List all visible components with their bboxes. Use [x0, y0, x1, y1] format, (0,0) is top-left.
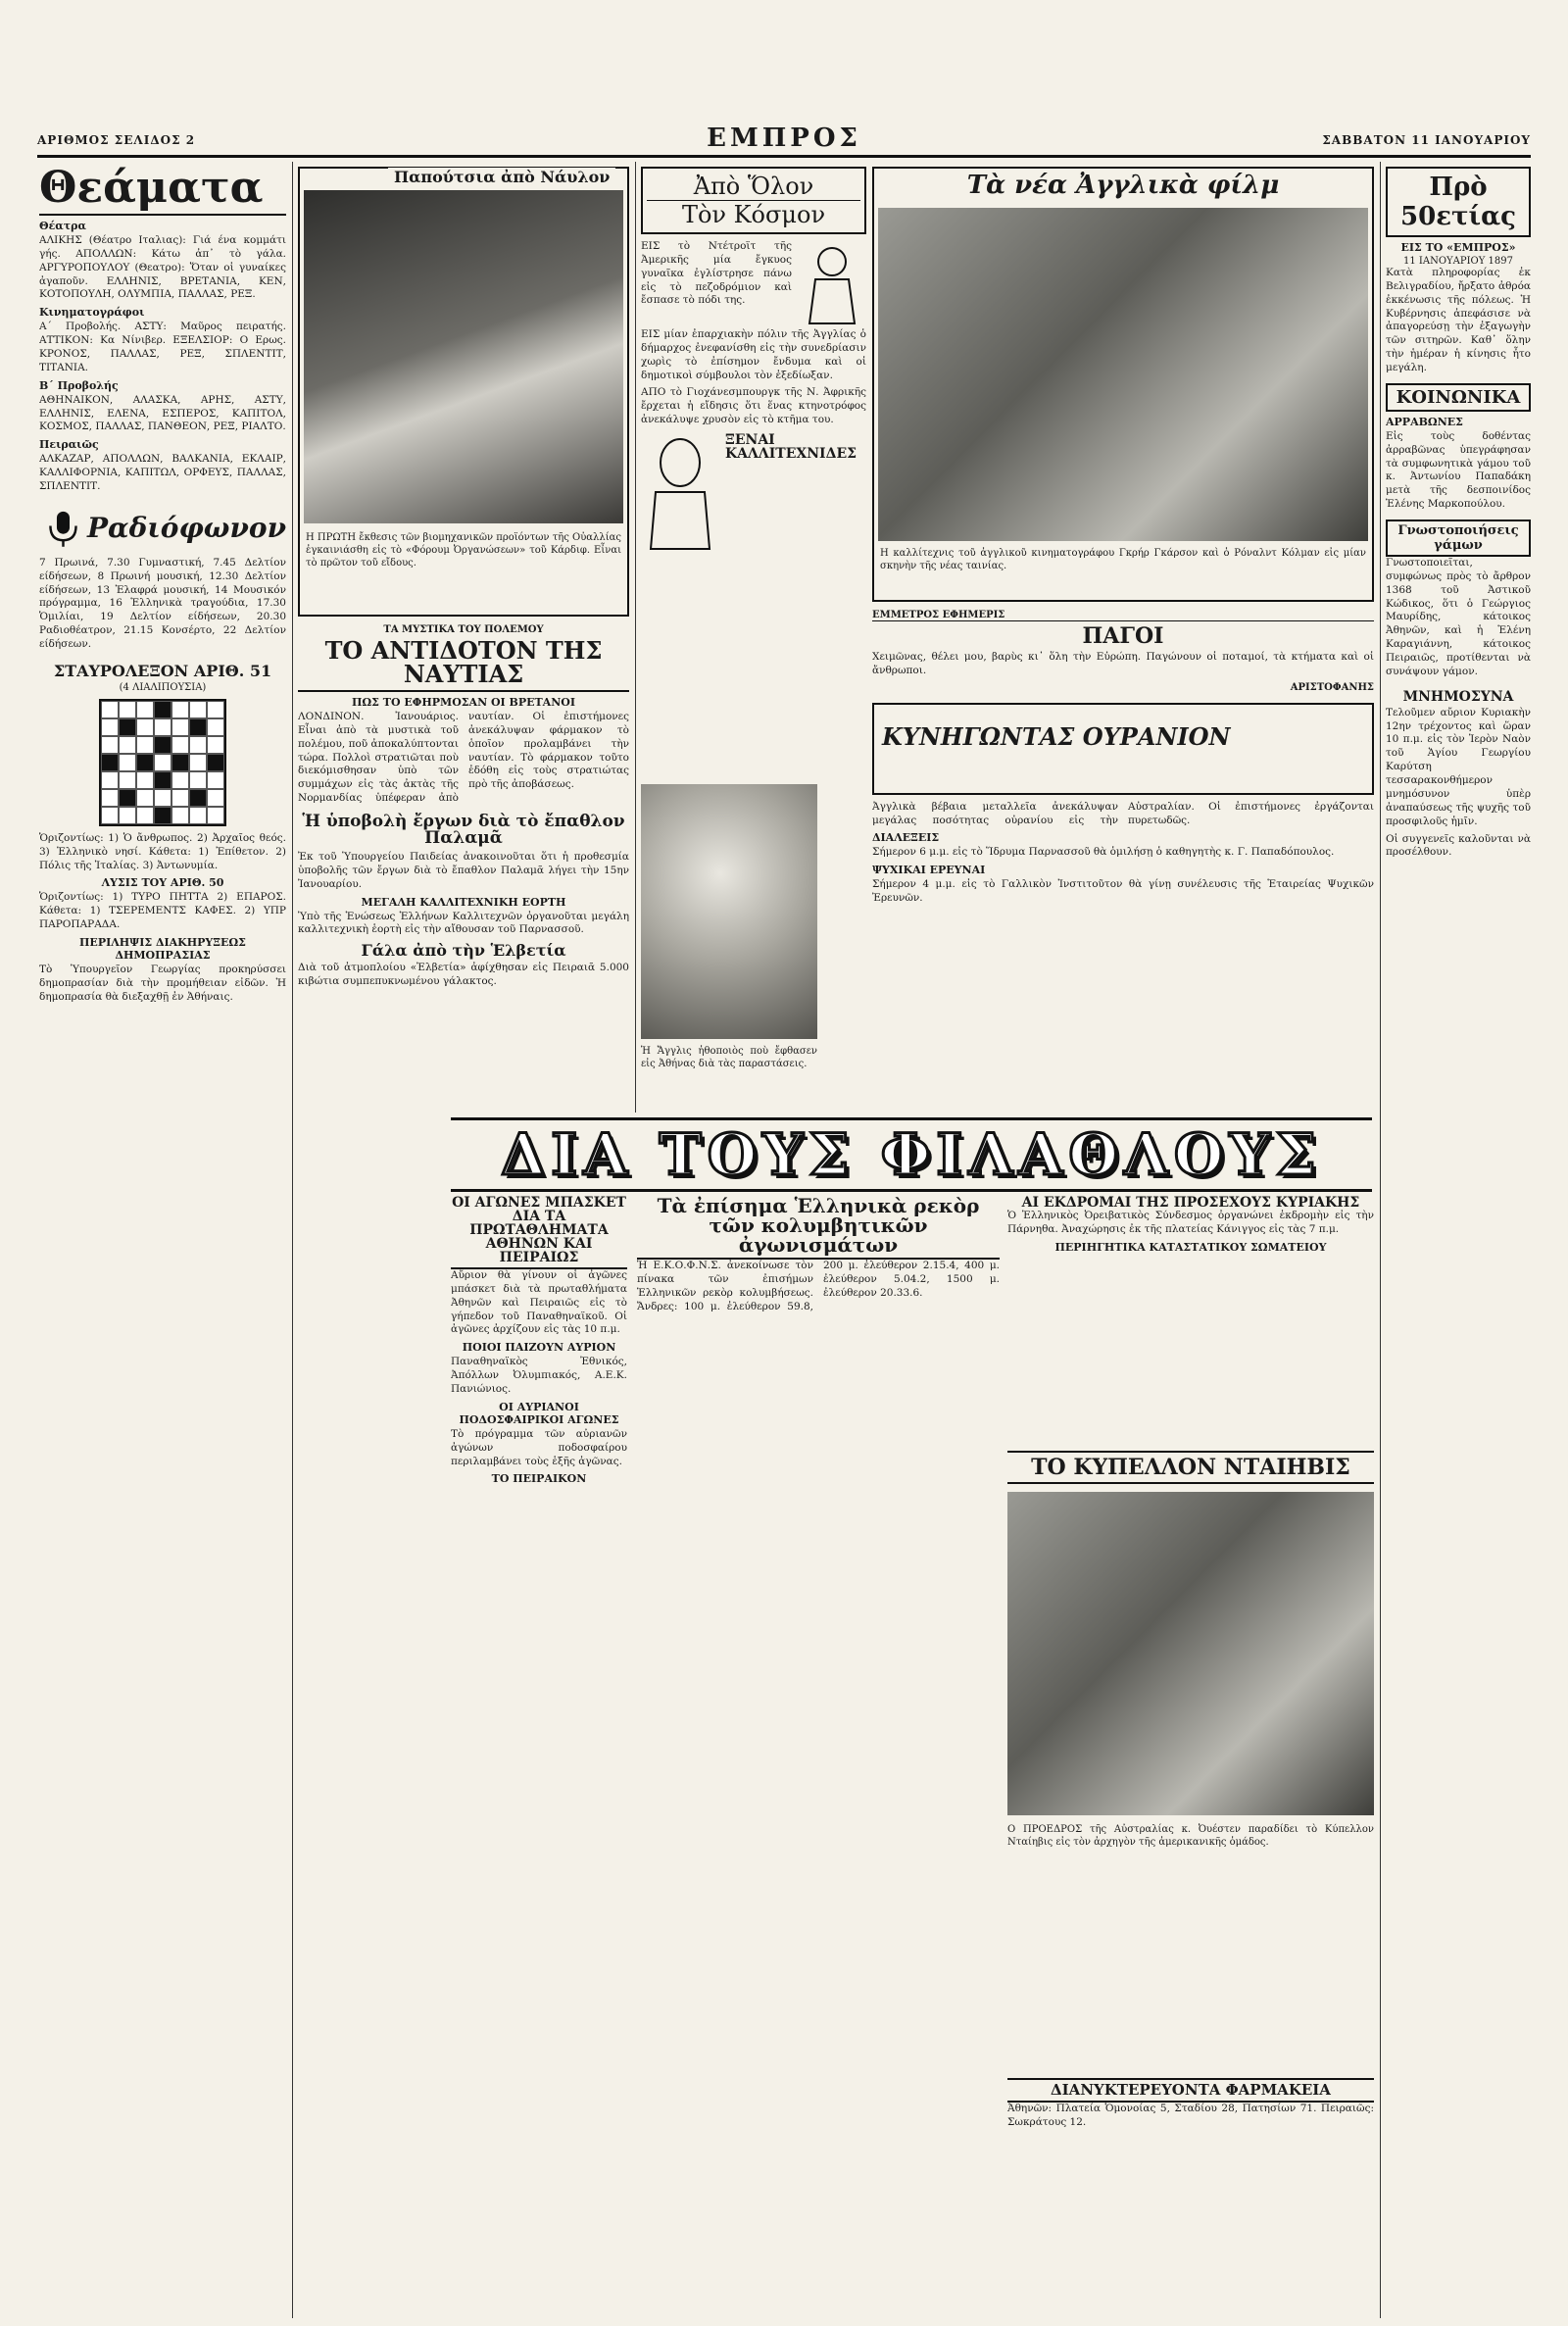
column-rule [1380, 162, 1381, 2318]
excursions-headline: ΑΙ ΕΚΔΡΟΜΑΙ ΤΗΣ ΠΡΟΣΕΧΟΥΣ ΚΥΡΙΑΚΗΣ [1021, 1196, 1360, 1211]
newspaper-title: ΕΜΠΡΟΣ [707, 124, 861, 153]
excursions-sub: ΠΕΡΙΗΓΗΤΙΚΑ ΚΑΤΑΣΤΑΤΙΚΟΥ ΣΩΜΑΤΕΙΟΥ [1054, 1240, 1327, 1254]
cartoon-box [872, 703, 1374, 795]
crossword-grid [99, 699, 226, 826]
memorial-text-2: Οἱ συγγενεῖς καλοῦνται νὰ προσέλθουν. [1386, 832, 1531, 859]
engagements-heading: ΑΡΡΑΒΩΝΕΣ [1386, 415, 1463, 428]
basketball-text: Αὔριον θὰ γίνουν οἱ ἀγῶνες μπάσκετ διὰ τὰ πρωταθλήματα Ἀθηνῶν καὶ Πειραιῶς εἰς τὸ γήπεδον τοῦ Παναθηναϊκοῦ. Οἱ ἀγῶνες ἀρχίζουν εἰς τὰς 10 π.μ. [451, 1269, 627, 1336]
theatre-listings: ΑΛΙΚΗΣ (Θέατρο Ιταλιας): Γιά ένα κομμάτι γής. ΑΠΟΛΛΩΝ: Κάτω ἀπ᾽ τὸ γάλα. ΑΡΓΥΡΟΠΟΥΛΟΥ (Θεατρο): Ὅταν οἱ γυναίκες ἀγαποῦν. ΕΛΛΗΝΙΣ, ΒΡΕΤΑΝΙΑ, ΚΕΝ, ΚΟΤΟΠΟΥΛΗ, ΟΛΥΜΠΙΑ, ΠΑΛΛΑΣ, ΡΕΞ. [39, 234, 286, 301]
anniversary-subtitle: ΕΙΣ ΤΟ «ΕΜΠΡΟΣ» [1400, 241, 1516, 254]
sports-col-1 [451, 1196, 627, 2313]
basketball-sub: ΠΟΙΟΙ ΠΑΙΖΟΥΝ ΑΥΡΙΟΝ [462, 1341, 616, 1355]
war-article: ΛΟΝΔΙΝΟΝ. Ἰανουάριος. Εἶναι ἀπὸ τὰ μυστικὰ τοῦ πολέμου, ποῦ ἀποκαλύπτονται τώρα. Πολλοὶ στρατιῶται ποὺ διεκόμισθησαν ὑπὸ τῶν συμμάχων εἰς τὰς ἀκτὰς τῆς Νορμανδίας ὑπέφεραν ἀπὸ ναυτίαν. Οἱ ἐπιστήμονες ἀνεκάλυψαν φάρμακον τὸ ὁποῖον προλαμβάνει τὴν ναυτίαν. Τὸ φάρμακον τοῦτο ἐδόθη εἰς τοὺς στρατιώτας πρὸ τῆς ἀποβάσεως. [298, 711, 629, 805]
film-caption: Η καλλίτεχνις τοῦ ἀγγλικοῦ κινηματογράφου Γκρήρ Γκάρσον καὶ ὁ Ρόναλντ Κόλμαν εἰς μίαν σκηνὴν τῆς νέας ταινίας. [880, 548, 1366, 571]
art-article: Ἐκ τοῦ Ὑπουργείου Παιδείας ἀνακοινοῦται ὅτι ἡ προθεσμία ὑποβολῆς τῶν ἔργων διὰ τὸ ἔπαθλον Παλαμᾶ λήγει τὴν 15ην Ἰανουαρίου. [298, 851, 629, 890]
piraeus-listings: ΑΛΚΑΖΑΡ, ΑΠΟΛΛΩΝ, ΒΑΛΚΑΝΙΑ, ΕΚΛΑΙΡ, ΚΑΛΛΙΦΟΡΝΙΑ, ΚΑΠΙΤΩΛ, ΟΡΦΕΥΣ, ΠΑΛΛΑΣ, ΣΠΛΕΝΤΙΤ. [39, 453, 286, 493]
research-text: Σήμερον 4 μ.μ. εἰς τὸ Γαλλικὸν Ἰνστιτοῦτον θὰ γίνῃ συνέλευσις τῆς Ἑταιρείας Ψυχικῶν Ἐρευνῶν. [872, 878, 1374, 905]
side-title: ΞΕΝΑΙ ΚΑΛΛΙΤΕΧΝΙΔΕΣ [725, 432, 858, 463]
cinema-b-listings: ΑΘΗΝΑΙΚΟΝ, ΑΛΑΣΚΑ, ΑΡΗΣ, ΑΣΤΥ, ΕΛΛΗΝΙΣ, ΕΛΕΝΑ, ΕΣΠΕΡΟΣ, ΚΑΠΙΤΟΛ, ΚΟΣΜΟΣ, ΠΑΛΛΑΣ, ΠΑΝΘΕΟΝ, ΡΕΞ, ΡΙΑΛΤΟ. [39, 393, 286, 433]
davis-cup-caption: Ο ΠΡΟΕΔΡΟΣ τῆς Αὐστραλίας κ. Ὀυέστεν παραδίδει τὸ Κύπελλον Νταίηβις εἰς τὸν ἀρχηγὸν τῆς ἀμερικανικῆς ὁμάδος. [1007, 1824, 1374, 1848]
world-title-b: Τὸν Κόσμον [647, 200, 860, 228]
basketball-text-2: Παναθηναϊκὸς Ἐθνικός, Ἀπόλλων Ὀλυμπιακός, Α.Ε.Κ. Πανιώνιος. [451, 1356, 627, 1396]
theatre-heading: Θέατρα [39, 220, 86, 232]
photo-box [298, 167, 629, 617]
anniversary-title: Πρὸ 50ετίας [1386, 167, 1531, 237]
crossword-title: ΣΤΑΥΡΟΛΕΞΟΝ ΑΡΙΘ. 51 [53, 661, 272, 680]
feast-headline: ΜΕΓΑΛΗ ΚΑΛΛΙΤΕΧΝΙΚΗ ΕΟΡΤΗ [361, 895, 566, 909]
social-title: ΚΟΙΝΩΝΙΚΑ [1386, 383, 1531, 412]
section-title: Θεάματα [39, 167, 286, 216]
engagements-text: Εἰς τοὺς δοθέντας ἀρραβῶνας ὑπεγράφησαν τὰ συμφωνητικὰ γάμου τοῦ κ. Ἀντωνίου Παπαδάκη μετὰ τῆς δεσποινίδος Ἑλένης Μαρκοπούλου. [1386, 429, 1531, 511]
swimming-text: Ἡ Ε.Κ.Ο.Φ.Ν.Σ. ἀνεκοίνωσε τὸν πίνακα τῶν ἐπισήμων Ἑλληνικῶν ρεκὸρ κολυμβήσεως. Ἄνδρες: 100 μ. ἐλεύθερον 59.8, 200 μ. ἐλεύθερον 2.15.4, 400 μ. ἐλεύθερον 5.04.2, 1500 μ. ἐλεύθερον 20.33.6. [637, 1260, 1000, 1312]
radio-schedule: 7 Πρωινά, 7.30 Γυμναστική, 7.45 Δελτίον είδήσεων, 8 Πρωινή μουσική, 12.30 Δελτίον είδήσεων, 13 Ἐλαφρά μουσική, 14 Μουσικόν πρόγραμμα, 16 Ἑλληνικὰ τραγούδια, 17.30 Ὁμιλίαι, 19 Δελτίον είδήσεων, 20.30 Ραδιοθέατρον, 21.15 Κονσέρτο, 22 Δελτίον είδήσεων. [39, 556, 286, 651]
column-entertainment [39, 167, 286, 2313]
artist-photo [641, 784, 817, 1039]
crossword-subtitle: (4 ΛΙΑΛΙΠΟΥΣΙΑ) [119, 681, 207, 693]
anniversary-text: Κατὰ πληροφορίας ἐκ Βελιγραδίου, ἤρξατο ἀθρόα ἐκκένωσις τῆς πόλεως. Ἡ Κυβέρνησις ἀπεφάσισε νὰ ἀπαγορεύσῃ τὴν ἐξαγωγὴν τῶν σιτηρῶν. Καθ᾽ ὅλην τὴν ἡμέραν ἡ κίνησις ἦτο μεγάλη. [1386, 267, 1531, 374]
cartoon-figure-icon [798, 240, 866, 328]
radio-title: Ραδιόφωνον [86, 512, 286, 545]
film-still-photo [878, 208, 1368, 541]
pharmacy-headline: ΔΙΑΝΥΚΤΕΡΕΥΟΝΤΑ ΦΑΡΜΑΚΕΙΑ [1007, 2078, 1374, 2103]
satire-signature: ΑΡΙΣΤΟΦΑΝΗΣ [1290, 681, 1374, 693]
piraeus-heading: Πειραιῶς [39, 438, 99, 452]
memorial-title: ΜΝΗΜΟΣΥΝΑ [1402, 688, 1514, 705]
solution-text: Ὁριζοντίως: 1) ΤΥΡΟ ΠΗΤΤΑ 2) ΕΠΑΡΟΣ. Κάθετα: 1) ΤΣΕΡΕΜΕΝΤΣ ΚΑΦΕΣ. 2) ΥΠΡ ΠΑΡΟΠΑΡΑΔΑ. [39, 891, 286, 931]
radio-header [39, 504, 286, 553]
davis-cup-photo [1007, 1492, 1374, 1815]
satire-title: ΠΑΓΟΙ [1082, 623, 1164, 649]
film-photo-box [872, 167, 1374, 602]
microphone-icon [39, 504, 87, 553]
football-text: Τὸ πρόγραμμα τῶν αὐριανῶν ἀγώνων ποδοσφαίρου περιλαμβάνει τοὺς ἑξῆς ἀγῶνας. [451, 1427, 627, 1467]
solution-title: ΛΥΣΙΣ ΤΟΥ ΑΡΙΘ. 50 [101, 876, 224, 890]
world-title-box [641, 167, 866, 234]
cinema-listings: Α΄ Προβολής. ΑΣΤΥ: Μαῦρος πειρατής. ΑΤΤΙΚΟΝ: Κα Νίνιβερ. ΕΞΕΛΣΙΟΡ: Ο Ερως. ΚΡΟΝΟΣ, ΠΑΛΛΑΣ, ΡΕΞ, ΣΠΛΕΝΤΙΤ, ΤΙΤΑΝΙΑ. [39, 321, 286, 373]
world-item-3: ΑΠΟ τὸ Γιοχάνεσμπουργκ τῆς Ν. Ἀφρικῆς ἔρχεται ἡ εἴδησις ὅτι ἕνας κτηνοτρόφος ἀνεκάλυψε χρυσὸν εἰς τὸ κτῆμα του. [641, 386, 866, 426]
nylon-shoes-photo [304, 190, 623, 523]
film-title: Τὰ νέα Ἀγγλικὰ φίλμ [966, 171, 1280, 200]
war-kicker: ΤΑ ΜΥΣΤΙΚΑ ΤΟΥ ΠΟΛΕΜΟΥ [383, 624, 544, 635]
marriage-text: Γνωστοποιεῖται, συμφώνως πρὸς τὸ ἄρθρον 1368 τοῦ Ἀστικοῦ Κώδικος, ὅτι ὁ Γεώργιος Μαυρίδης, κάτοικος Ἀθηνῶν, καὶ ἡ Ἑλένη Καραγιάννη, κάτοικος Πειραιῶς, προτίθενται νὰ συνάψουν γάμον. [1386, 557, 1531, 677]
cinema-heading: Κινηματογράφοι [39, 306, 145, 320]
swimming-headline: Τὰ ἐπίσημα Ἑλληνικὰ ρεκὸρ τῶν κολυμβητικῶν ἀγωνισμάτων [637, 1196, 1000, 1260]
feast-article: Ὑπὸ τῆς Ἑνώσεως Ἑλλήνων Καλλιτεχνῶν ὀργανοῦται μεγάλη καλλιτεχνικὴ ἑορτὴ εἰς τὴν αἴθουσαν τοῦ Παρνασσοῦ. [298, 910, 629, 936]
lecture-heading: ΔΙΑΛΕΞΕΙΣ [872, 831, 940, 845]
auction-text: Τὸ Ὑπουργεῖον Γεωργίας προκηρύσσει δημοπρασίαν διὰ τὴν προμήθειαν εἰδῶν. Ἡ δημοπρασία θὰ διεξαχθῇ ἐν Ἀθήναις. [39, 964, 286, 1003]
man-caricature-icon [641, 433, 719, 551]
sports-banner-text: ΔΙΑ ΤΟΥΣ ΦΙΛΑΘΛΟΥΣ [501, 1121, 1322, 1188]
memorial-text: Τελοῦμεν αὔριον Κυριακὴν 12ην τρέχοντος καὶ ὥραν 10 π.μ. εἰς τὸν Ἱερὸν Ναὸν τοῦ Ἁγίου Γεωργίου Καρύτση τεσσαρακονθήμερον μνημόσυνον ὑπὲρ ἀναπαύσεως τῆς ψυχῆς τοῦ προσφιλοῦς ἡμῖν. [1386, 706, 1531, 827]
photo-title: Παπούτσια ἀπὸ Νάυλον [388, 168, 615, 186]
football-sub: ΟΙ ΑΥΡΙΑΝΟΙ ΠΟΔΟΣΦΑΙΡΙΚΟΙ ΑΓΩΝΕΣ [459, 1400, 619, 1426]
auction-title: ΠΕΡΙΛΗΨΙΣ ΔΙΑΚΗΡΥΞΕΩΣ ΔΗΜΟΠΡΑΣΙΑΣ [79, 936, 246, 963]
piraeus-sub: ΤΟ ΠΕΙΡΑΙΚΟΝ [491, 1472, 587, 1486]
page-number: ΑΡΙΘΜΟΣ ΣΕΛΙΔΟΣ 2 [37, 133, 196, 147]
masthead [37, 116, 1531, 158]
research-heading: ΨΥΧΙΚΑΙ ΕΡΕΥΝΑΙ [872, 864, 986, 877]
world-title-a: Ἀπὸ Ὅλον [693, 173, 814, 200]
marriage-title: Γνωστοποιήσεις γάμων [1386, 520, 1531, 557]
artist-block [641, 784, 817, 1117]
pharmacy-block [1007, 2078, 1374, 2313]
sports-col-2 [637, 1196, 1000, 2313]
war-subheadline: ΠΩΣ ΤΟ ΕΦΗΡΜΟΣΑΝ ΟΙ ΒΡΕΤΑΝΟΙ [352, 696, 575, 709]
cartoon-title: ΚΥΝΗΓΩΝΤΑΣ ΟΥΡΑΝΙΟΝ [882, 721, 1231, 751]
basketball-headline: ΟΙ ΑΓΩΝΕΣ ΜΠΑΣΚΕΤ ΔΙΑ ΤΑ ΠΡΩΤΑΘΛΗΜΑΤΑ ΑΘΗΝΩΝ ΚΑΙ ΠΕΙΡΑΙΩΣ [451, 1196, 627, 1269]
cartoon-text: Ἀγγλικὰ βέβαια μεταλλεῖα ἀνεκάλυψαν μεγάλας ποσότητας οὐρανίου εἰς τὴν Αὐστραλίαν. Οἱ ἐπιστήμονες ἐργάζονται πυρετωδῶς. [872, 800, 1374, 826]
milk-headline: Γάλα ἀπὸ τὴν Ἑλβετία [361, 941, 566, 961]
column-rule [635, 162, 636, 1113]
satire-text: Χειμῶνας, θέλει μου, βαρὺς κι᾽ ὅλη τὴν Εὐρώπη. Παγώνουν οἱ ποταμοί, τὰ κτήματα καὶ οἱ ἄνθρωποι. [872, 651, 1374, 676]
art-headline: Ἡ ὑποβολὴ ἔργων διὰ τὸ ἔπαθλον Παλαμᾶ [302, 812, 625, 849]
column-social [1386, 167, 1531, 2313]
pharmacy-text: Ἀθηνῶν: Πλατεία Ὁμονοίας 5, Σταδίου 28, Πατησίων 71. Πειραιῶς: Σωκράτους 12. [1007, 2103, 1374, 2128]
anniversary-date: 11 ΙΑΝΟΥΑΡΙΟΥ 1897 [1403, 256, 1513, 267]
issue-date: ΣΑΒΒΑΤΟΝ 11 ΙΑΝΟΥΑΡΙΟΥ [1322, 133, 1531, 147]
sports-banner [451, 1117, 1372, 1192]
war-headline: ΤΟ ΑΝΤΙΔΟΤΟΝ ΤΗΣ ΝΑΥΤΙΑΣ [298, 639, 629, 692]
crossword-clues: Ὁριζοντίως: 1) Ὁ ἄνθρωπος. 2) Ἀρχαῖος θεός. 3) Ἑλληνικὸ νησί. Κάθετα: 1) Ἐπίθετον. 2) Πόλις τῆς Ἰταλίας. 3) Ἀντωνυμία. [39, 831, 286, 871]
column-rule [292, 162, 293, 2318]
photo-caption: Η ΠΡΩΤΗ ἔκθεσις τῶν βιομηχανικῶν προϊόντων τῆς Οὐαλλίας ἐγκαινιάσθη εἰς τὸ «Φόρουμ Ὀργανώσεων» τοῦ Κάρδιφ. Εἶναι τὸ πρῶτον τοῦ εἴδους. [306, 532, 621, 569]
world-item-2: ΕΙΣ μίαν ἐπαρχιακὴν πόλιν τῆς Ἀγγλίας ὁ δήμαρχος ἐνεφανίσθη εἰς τὴν συνεδρίασιν χωρὶς τὸ ἐπίσημον ἔνδυμα καὶ οἱ δημοτικοὶ σύμβουλοι τὸν ἐξεδίωξαν. [641, 328, 866, 381]
davis-cup-block [1007, 1451, 1374, 2039]
cinema-b-heading: Β΄ Προβολής [39, 378, 119, 392]
milk-article: Διὰ τοῦ ἀτμοπλοίου «Ἑλβετία» ἀφίχθησαν εἰς Πειραιᾶ 5.000 κιβώτια συμπεπυκνωμένου γάλακτος. [298, 962, 629, 988]
artist-caption: Ἡ Ἄγγλις ἠθοποιὸς ποὺ ἔφθασεν εἰς Ἀθήνας διὰ τὰς παραστάσεις. [641, 1046, 817, 1069]
excursions-text: Ὁ Ἑλληνικὸς Ὀρειβατικὸς Σύνδεσμος ὀργανώνει ἐκδρομὴν εἰς τὴν Πάρνηθα. Ἀναχώρησις ἐκ τῆς πλατείας Κάνιγγος εἰς τὰς 7 π.μ. [1007, 1210, 1374, 1235]
davis-cup-headline: ΤΟ ΚΥΠΕΛΛΟΝ ΝΤΑΙΗΒΙΣ [1007, 1451, 1374, 1484]
world-item-1: ΕΙΣ τὸ Ντέτροϊτ τῆς Ἀμερικῆς μία ἔγκυος γυναῖκα ἐγλίστρησε πάνω εἰς τὸ πεζοδρόμιον καὶ ἔσπασε τὸ πόδι της. [641, 240, 792, 307]
column-films [872, 167, 1374, 1108]
lecture-text: Σήμερον 6 μ.μ. εἰς τὸ Ἵδρυμα Παρνασσοῦ θὰ ὁμιλήσῃ ὁ καθηγητὴς κ. Γ. Παπαδόπουλος. [872, 846, 1335, 859]
satire-kicker: ΕΜΜΕΤΡΟΣ ΕΦΗΜΕΡΙΣ [872, 610, 1374, 621]
